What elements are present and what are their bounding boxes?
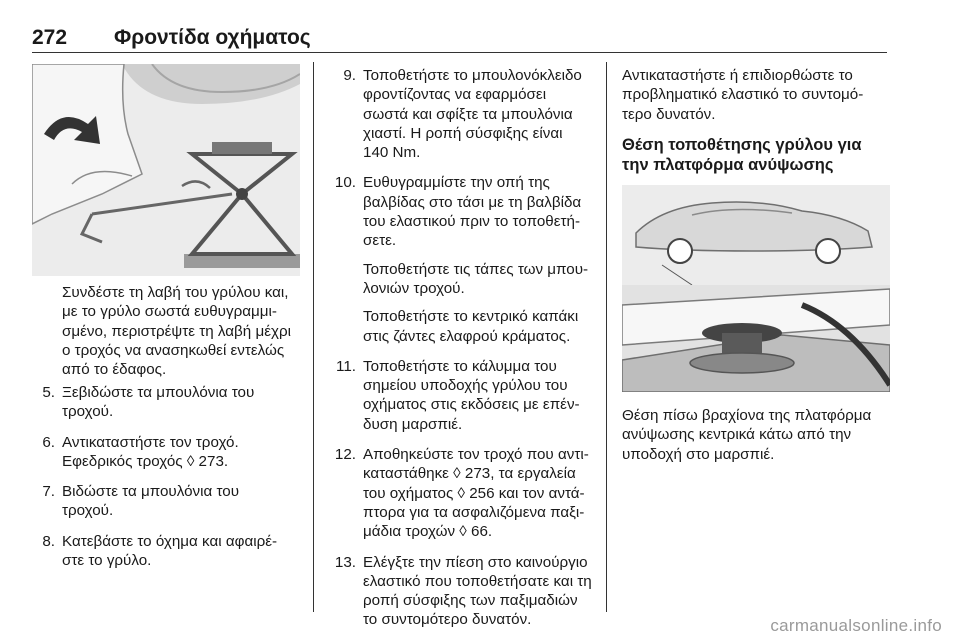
lift-platform-illustration xyxy=(622,185,890,392)
caption-line: υποδοχή στο μαρσπιέ. xyxy=(622,445,775,463)
column-divider-2 xyxy=(606,62,607,612)
intro-line: προβληματικό ελαστικό το συντομό- xyxy=(622,86,864,104)
column-divider-1 xyxy=(313,62,314,612)
heading-line: την πλατφόρμα ανύψωσης xyxy=(622,156,834,174)
step-9 xyxy=(323,66,598,162)
step-line: του ελαστικού πριν το τοποθετή- xyxy=(363,213,580,231)
step-line: Αντικαταστήστε τον τροχό. xyxy=(62,433,239,451)
step-line: Ευθυγραμμίστε την οπή της xyxy=(363,174,550,192)
intro-line: από το έδαφος. xyxy=(62,361,167,379)
step-line: στε το γρύλο. xyxy=(62,552,152,570)
column-1 xyxy=(62,283,310,379)
step-line: οχήματος στις εκδόσεις με επέν- xyxy=(363,396,580,414)
step-line: σημείου υποδοχής γρύλου του xyxy=(363,377,568,395)
step-line: φροντίζοντας να εφαρμόσει xyxy=(363,86,547,104)
step-6 xyxy=(31,433,311,472)
step-line: 140 Nm. xyxy=(363,144,421,162)
step-12 xyxy=(323,445,598,541)
page-number: 272 xyxy=(32,26,68,49)
step-number: 5. xyxy=(42,384,55,401)
figure-caption xyxy=(622,406,890,464)
step-13 xyxy=(323,553,598,630)
step-line: Βιδώστε τα μπουλόνια του xyxy=(62,483,240,501)
caption-line: ανύψωσης κεντρικά κάτω από την xyxy=(622,426,852,444)
car-on-lift-illustration xyxy=(622,185,890,392)
column-3 xyxy=(622,66,890,124)
step-line: μάδια τροχών ◊ 66. xyxy=(363,523,493,541)
step-7 xyxy=(31,482,311,521)
step-5 xyxy=(31,383,311,422)
intro-line: Αντικαταστήστε ή επιδιορθώστε το xyxy=(622,67,853,84)
step-line: βαλβίδας στο τάσι με τη βαλβίδα xyxy=(363,193,582,211)
step-line: σετε. xyxy=(363,232,397,250)
step-line: τροχού. xyxy=(62,403,114,421)
column-1-steps xyxy=(31,383,311,570)
section-title: Φροντίδα οχήματος xyxy=(114,26,311,49)
step-line: πτορα για τα ασφαλιζόμενα παξι- xyxy=(363,503,585,521)
step-line: σωστά και σφίξτε τα μπουλόνια xyxy=(363,105,573,123)
column-2 xyxy=(323,66,598,630)
step-line: Ελέγξτε την πίεση στο καινούργιο xyxy=(363,553,588,571)
step-line: χιαστί. Η ροπή σύσφιξης είναι xyxy=(363,124,563,142)
step-subline: Τοποθετήστε τις τάπες των μπου- xyxy=(363,260,589,278)
jack-handle-illustration xyxy=(32,64,300,276)
step-line: Τοποθετήστε το κάλυμμα του xyxy=(363,357,557,375)
step-line: Τοποθετήστε το μπουλονόκλειδο xyxy=(363,67,582,84)
step-subline: στις ζάντες ελαφρού κράματος. xyxy=(363,327,571,345)
step-line: Κατεβάστε το όχημα και αφαιρέ- xyxy=(62,532,278,550)
step-8 xyxy=(31,532,311,571)
step-number: 6. xyxy=(42,433,55,451)
intro-line: Συνδέστε τη λαβή του γρύλου και, xyxy=(62,284,289,301)
step-line: Ξεβιδώστε τα μπουλόνια του xyxy=(62,384,255,401)
step-number: 12. xyxy=(334,446,356,464)
intro-line: με το γρύλο σωστά ευθυγραμμι- xyxy=(62,303,277,321)
header-rule xyxy=(32,52,887,53)
step-10 xyxy=(323,173,598,345)
heading-line: Θέση τοποθέτησης γρύλου για xyxy=(622,136,862,154)
step-number: 13. xyxy=(334,553,356,571)
step-line: καταστάθηκε ◊ 273, τα εργαλεία xyxy=(363,465,576,483)
step-number: 10. xyxy=(334,174,356,192)
step-line: Εφεδρικός τροχός ◊ 273. xyxy=(62,452,229,470)
intro-line: ο τροχός να ανασηκωθεί εντελώς xyxy=(62,341,285,359)
step-line: τροχού. xyxy=(62,502,114,520)
page-header xyxy=(32,26,887,52)
step-subline: Τοποθετήστε το κεντρικό καπάκι xyxy=(363,308,579,326)
step-number: 8. xyxy=(42,532,55,550)
intro-line: σμένο, περιστρέψτε τη λαβή μέχρι xyxy=(62,322,291,340)
step-subline: λονιών τροχού. xyxy=(363,279,465,297)
step-number: 11. xyxy=(336,357,356,375)
jack-illustration xyxy=(32,64,300,276)
step-line: το συντομότερο δυνατόν. xyxy=(363,611,532,629)
step-line: ροπή σύσφιξης των παξιμαδιών xyxy=(363,592,578,610)
watermark: carmanualsonline.info xyxy=(770,616,942,635)
step-line: ελαστικό που τοποθετήσατε και τη xyxy=(363,572,592,590)
step-number: 9. xyxy=(343,67,356,84)
step-line: δυση μαρσπιέ. xyxy=(363,415,463,433)
step-number: 7. xyxy=(42,483,55,501)
step-11 xyxy=(323,357,598,434)
step-line: Αποθηκεύστε τον τροχό που αντι- xyxy=(363,446,589,464)
caption-line: Θέση πίσω βραχίονα της πλατφόρμα xyxy=(622,407,872,424)
section-heading xyxy=(622,135,890,175)
intro-line: τερο δυνατόν. xyxy=(622,105,716,123)
step-line: του οχήματος ◊ 256 και τον αντά- xyxy=(363,484,585,502)
